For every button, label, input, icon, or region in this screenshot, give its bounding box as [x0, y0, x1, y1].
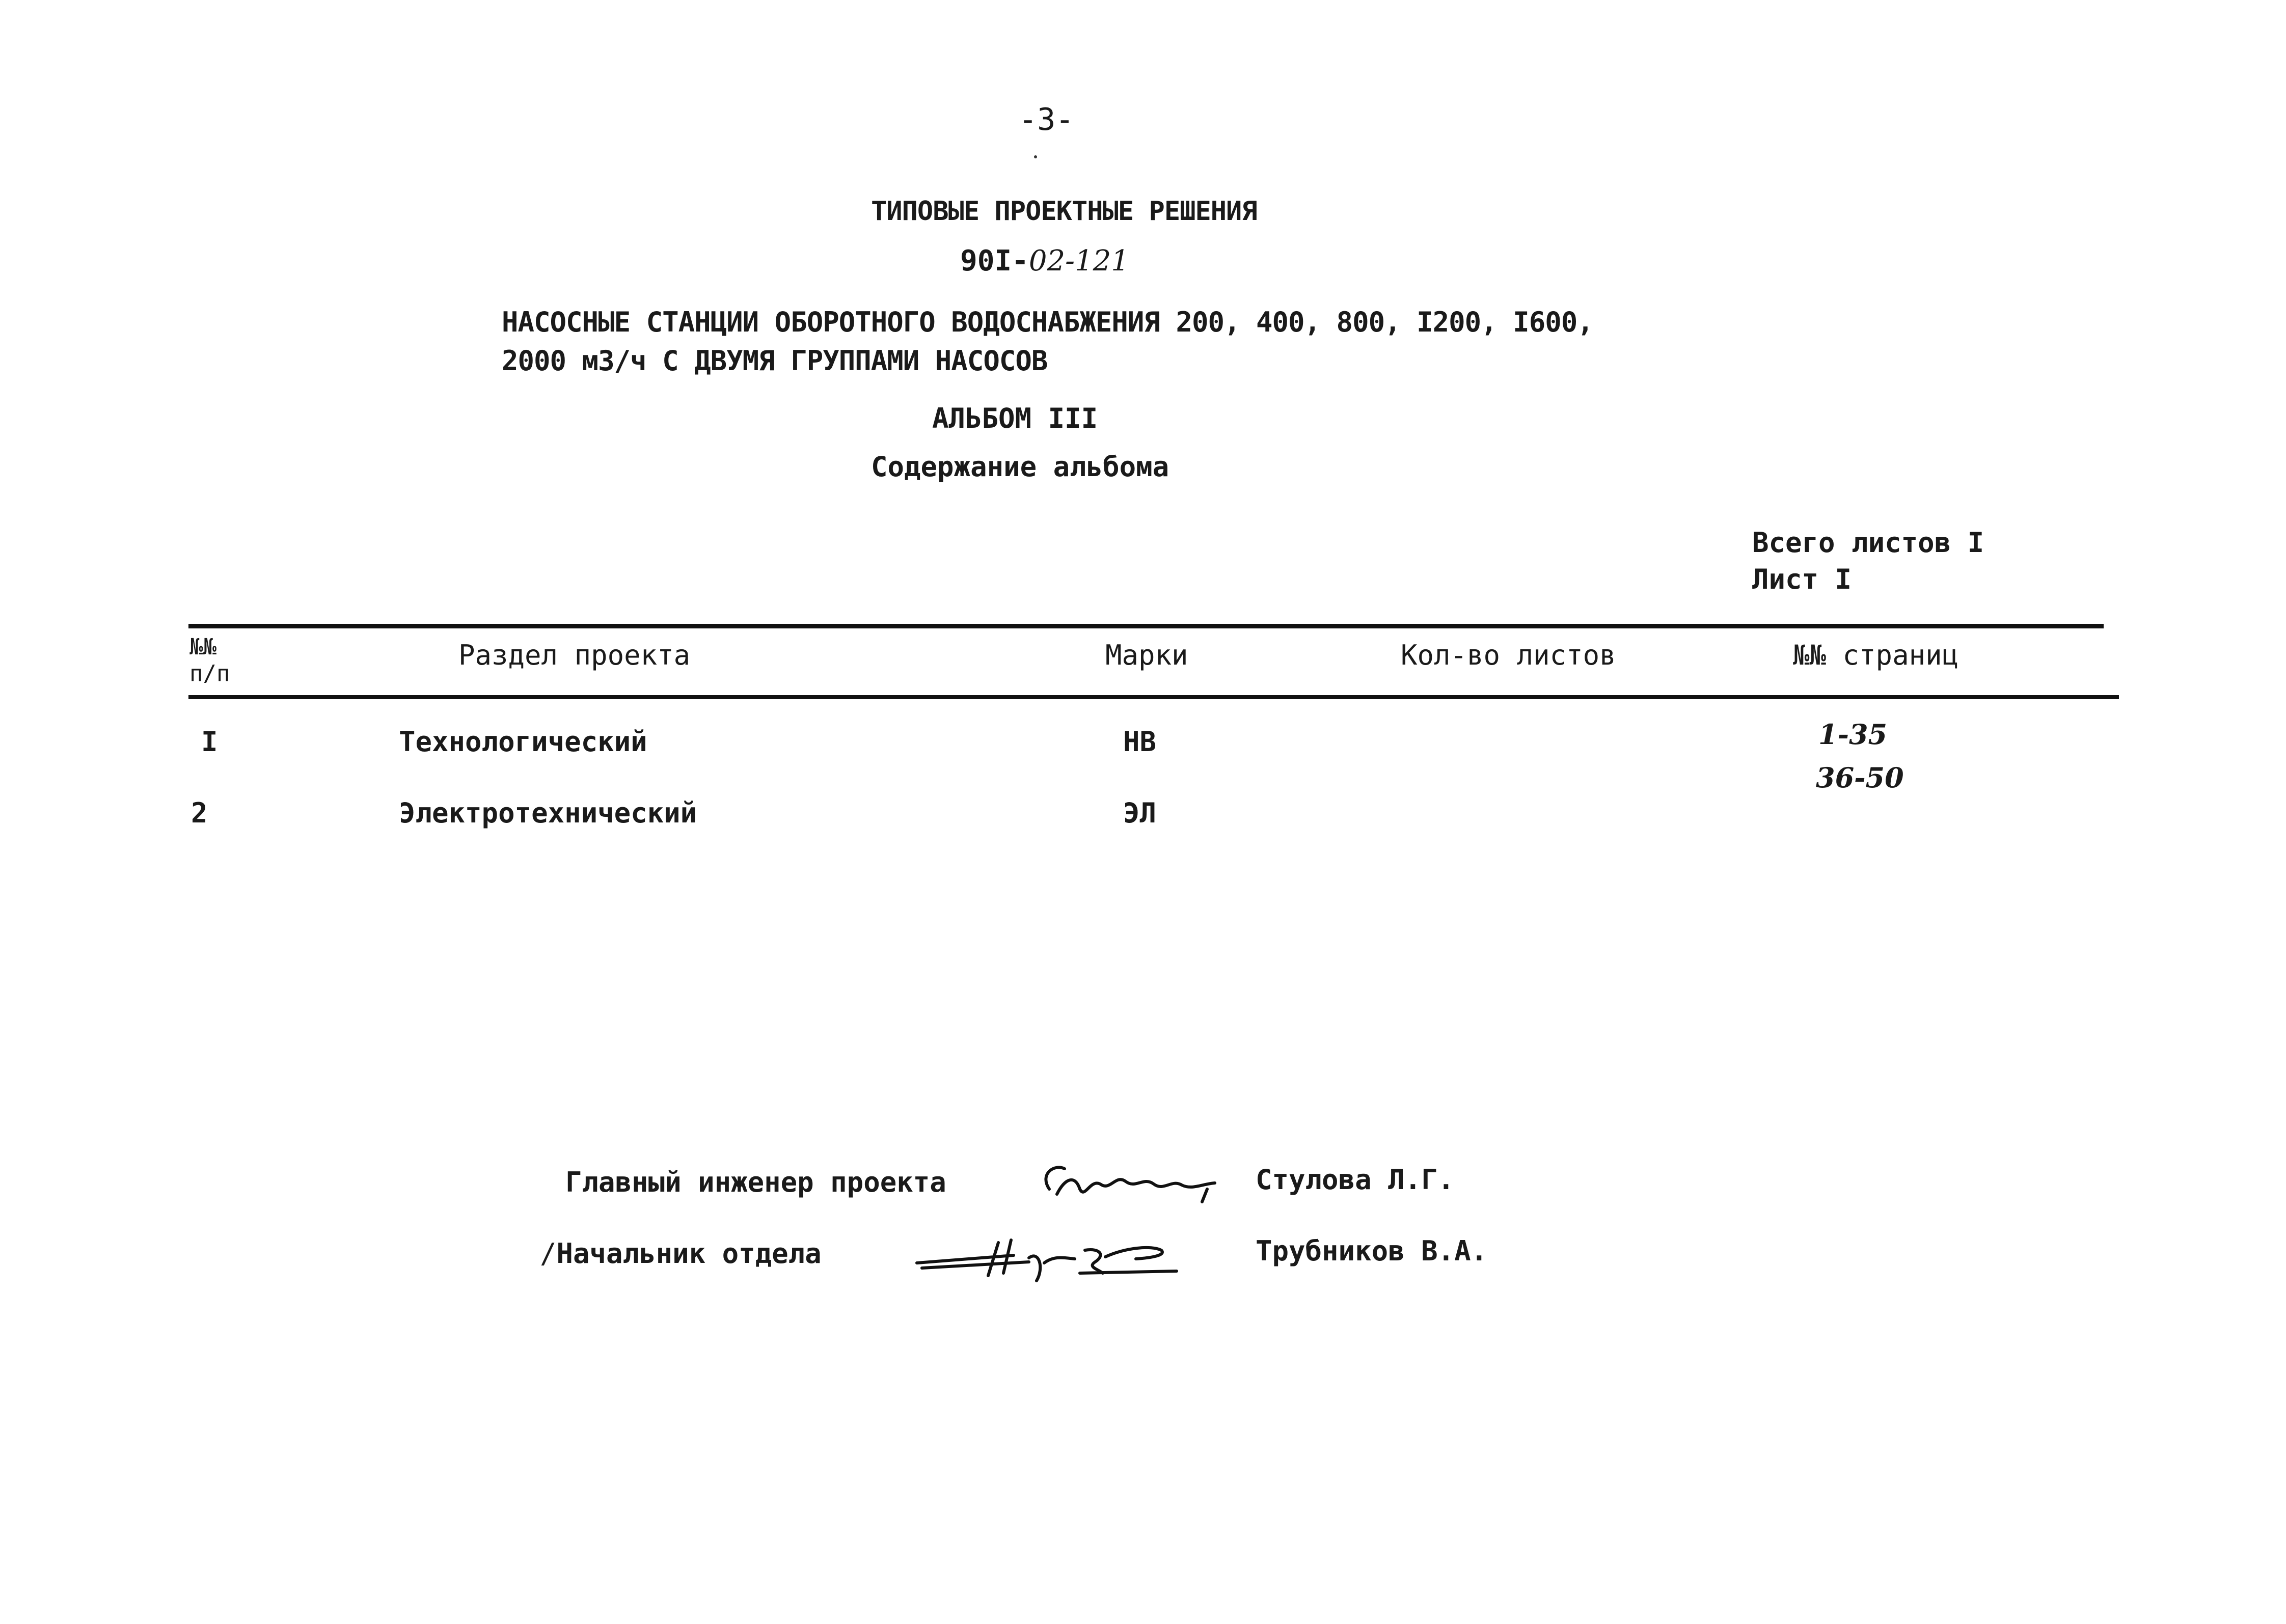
project-title-line1: НАСОСНЫЕ СТАНЦИИ ОБОРОТНОГО ВОДОСНАБЖЕНИЯ 200, 400, 800, I200, I600, — [502, 306, 1593, 338]
album-label: АЛЬБОМ III — [932, 402, 1098, 434]
sheets-total: Всего листов I — [1752, 527, 1984, 559]
header-mark: Марки — [1105, 639, 1188, 671]
row1-pages: 1-35 — [1818, 718, 1888, 751]
row2-num: 2 — [191, 797, 208, 829]
row2-section: Электротехнический — [399, 797, 697, 829]
sheets-info — [1752, 525, 1984, 598]
header-section: Раздел проекта — [458, 639, 691, 671]
mark-dot — [1034, 155, 1037, 158]
signature-name-head: Трубников В.А. — [1256, 1235, 1488, 1267]
slash-mark: / — [540, 1237, 557, 1270]
table-top-rule — [188, 624, 2104, 628]
project-title-line2: 2000 м3/ч С ДВУМЯ ГРУППАМИ НАСОСОВ — [502, 345, 1048, 377]
signature-role-chief-engineer: Главный инженер проекта — [565, 1166, 946, 1198]
row2-pages: 36-50 — [1816, 761, 1904, 794]
header-num-line2: п/п — [189, 660, 230, 686]
header-count: Кол-во листов — [1401, 639, 1616, 671]
page-number: -3- — [1019, 102, 1074, 137]
contents-title: Содержание альбома — [871, 451, 1169, 483]
sheet-number: Лист I — [1752, 563, 1852, 595]
signature-name-chief-engineer: Стулова Л.Г. — [1256, 1164, 1455, 1196]
project-title — [502, 303, 1593, 380]
table-header-rule — [188, 695, 2119, 699]
header-num-line1: №№ — [189, 634, 216, 660]
row2-mark: ЭЛ — [1123, 797, 1157, 829]
doc-code-printed: 90I- — [960, 244, 1029, 278]
header-num — [189, 634, 230, 687]
head-signature — [912, 1227, 1182, 1288]
row1-num: I — [201, 726, 218, 758]
row1-section: Технологический — [399, 726, 647, 758]
row1-mark: НВ — [1123, 726, 1157, 758]
doc-code — [960, 244, 1129, 278]
signature-role-head: Начальник отдела — [556, 1237, 822, 1270]
signature-role-head-row — [540, 1237, 822, 1270]
doc-code-handwritten: 02-121 — [1028, 244, 1129, 278]
series-title: ТИПОВЫЕ ПРОЕКТНЫЕ РЕШЕНИЯ — [871, 196, 1257, 227]
chief-engineer-signature — [1034, 1153, 1228, 1209]
header-pages: №№ страниц — [1793, 639, 1959, 671]
